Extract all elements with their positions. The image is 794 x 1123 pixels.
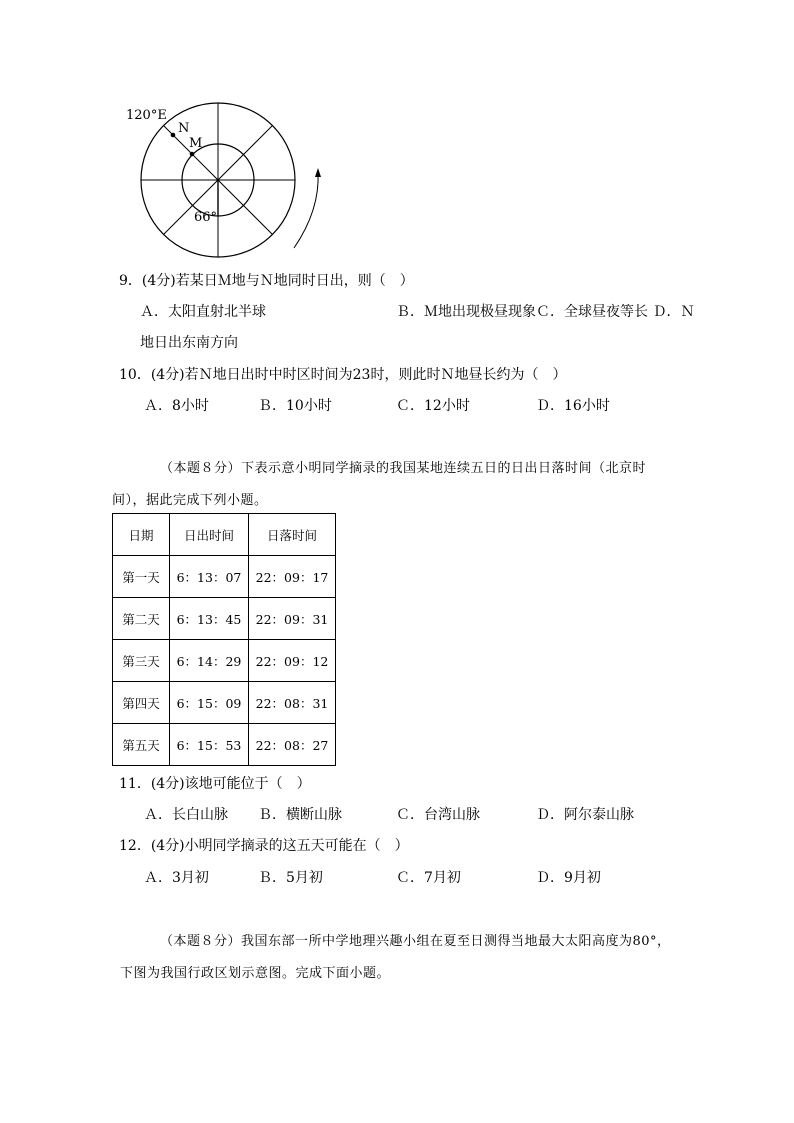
table-cell: 第五天 [113, 724, 170, 766]
table-cell: 6：15：53 [170, 724, 249, 766]
table-cell: 22：09：31 [249, 598, 336, 640]
table-header-row [113, 514, 336, 556]
table-header: 日落时间 [249, 514, 336, 556]
section3-intro-line1: （本题８分）我国东部一所中学地理兴趣小组在夏至日测得当地最大太阳高度为80°， [160, 934, 671, 949]
rotation-arrowhead [315, 168, 321, 177]
point-m [190, 152, 195, 157]
polar-view-figure [120, 100, 330, 260]
table-cell: 第二天 [113, 598, 170, 640]
table-cell: 第三天 [113, 640, 170, 682]
q10-stem: 10．(4分)若Ｎ地日出时中时区时间为23时，则此时Ｎ地昼长约为（ ） [119, 367, 567, 383]
label-120e: 120°E [126, 108, 167, 123]
q10-option-c: Ｃ．12小时 [396, 398, 470, 414]
q9-option-a: Ａ．太阳直射北半球 [140, 304, 266, 320]
table-cell: 22：08：27 [249, 724, 336, 766]
q12-option-c: Ｃ．7月初 [396, 870, 461, 886]
q9-option-d-cont: 地日出东南方向 [140, 335, 238, 351]
table-row [113, 682, 336, 724]
q11-option-a: Ａ．长白山脉 [144, 807, 228, 823]
table-cell: 22：09：12 [249, 640, 336, 682]
q12-option-b: Ｂ．5月初 [258, 870, 323, 886]
q11-option-b: Ｂ．横断山脉 [258, 807, 342, 823]
table-cell: 22：09：17 [249, 556, 336, 598]
section3-intro-line2: 下图为我国行政区划示意图。完成下面小题。 [120, 966, 391, 981]
table-header: 日出时间 [170, 514, 249, 556]
label-66: 66° [194, 210, 218, 225]
q12-stem: 12．(4分)小明同学摘录的这五天可能在（ ） [119, 838, 409, 854]
table-cell: 6：13：07 [170, 556, 249, 598]
q9-option-bcd: Ｂ．Ｍ地出现极昼现象Ｃ．全球昼夜等长 Ｄ．Ｎ [396, 304, 695, 320]
table-cell: 22：08：31 [249, 682, 336, 724]
table-header: 日期 [113, 514, 170, 556]
q11-option-d: Ｄ．阿尔泰山脉 [536, 807, 634, 823]
table-cell: 第一天 [113, 556, 170, 598]
q11-stem: 11．(4分)该地可能位于（ ） [119, 776, 311, 792]
point-n [171, 133, 176, 138]
q12-option-d: Ｄ．9月初 [536, 870, 601, 886]
table-cell: 6：13：45 [170, 598, 249, 640]
q9-stem: 9．(4分)若某日Ｍ地与Ｎ地同时日出，则（ ） [119, 273, 414, 289]
q10-option-b: Ｂ．10小时 [258, 398, 332, 414]
section2-intro-line1: （本题８分）下表示意小明同学摘录的我国某地连续五日的日出日落时间（北京时 [160, 461, 647, 476]
label-n: N [178, 121, 190, 136]
q10-option-a: Ａ．8小时 [144, 398, 209, 414]
label-m: M [189, 136, 203, 151]
sunrise-sunset-table [112, 513, 336, 766]
q10-option-d: Ｄ．16小时 [536, 398, 610, 414]
table-row [113, 556, 336, 598]
table-row [113, 598, 336, 640]
q11-option-c: Ｃ．台湾山脉 [396, 807, 480, 823]
rotation-arrow [294, 172, 318, 248]
section2-intro-line2: 间），据此完成下列小题。 [112, 493, 268, 508]
q12-option-a: Ａ．3月初 [144, 870, 209, 886]
table-row [113, 640, 336, 682]
table-cell: 6：14：29 [170, 640, 249, 682]
table-row [113, 724, 336, 766]
table-cell: 第四天 [113, 682, 170, 724]
table-cell: 6：15：09 [170, 682, 249, 724]
